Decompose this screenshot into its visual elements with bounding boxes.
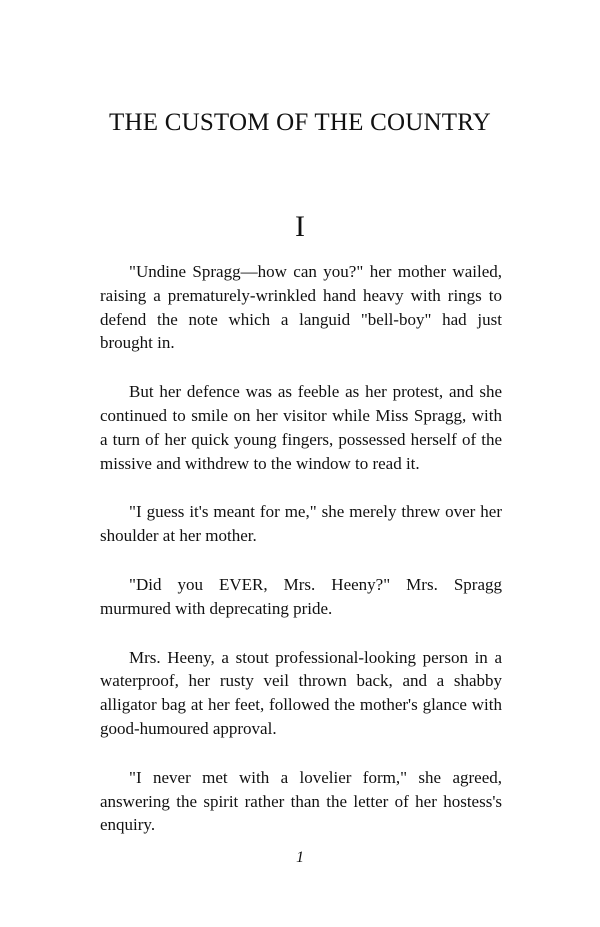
paragraph: But her defence was as feeble as her protest, and she continued to smile on her visitor while Miss Spragg, with a turn of her quick young fingers, possessed herself of the missive and withdrew to the window to read it. <box>100 382 502 473</box>
paragraph: "I guess it's meant for me," she merely threw over her shoulder at her mother. <box>100 502 502 546</box>
chapter-body <box>100 260 502 862</box>
paragraph: "Did you EVER, Mrs. Heeny?" Mrs. Spragg murmured with deprecating pride. <box>100 574 502 618</box>
book-title: THE CUSTOM OF THE COUNTRY <box>109 109 491 136</box>
paragraph: "Undine Spragg—how can you?" her mother wailed, raising a prematurely-wrinkled hand heavy with rings to defend the note which a languid "bell-boy" had just brought in. <box>100 262 502 353</box>
paragraph: Mrs. Heeny, a stout professional-looking person in a waterproof, her rusty veil thrown back, and a shabby alligator bag at her feet, followed the mother's glance with good-humoured approval. <box>100 647 502 738</box>
paragraph: "I never met with a lovelier form," she agreed, answering the spirit rather than the letter of her hostess's enquiry. <box>100 767 502 835</box>
chapter-number: I <box>295 210 305 243</box>
page-number: 1 <box>296 849 304 866</box>
